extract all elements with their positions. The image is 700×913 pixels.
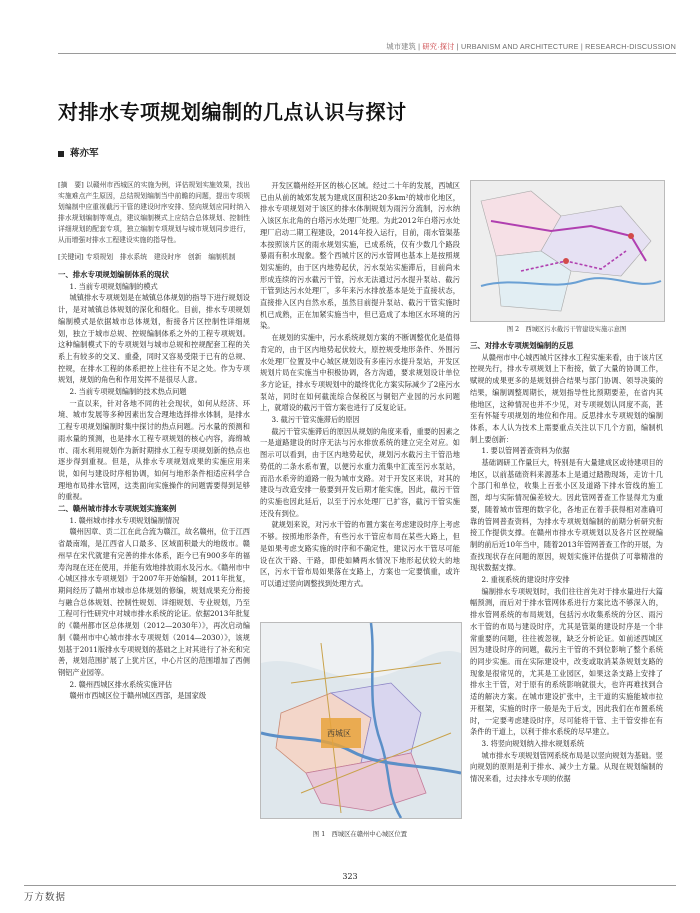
subsection-heading: 2. 赣州西城区排水系统实施评估	[69, 679, 173, 689]
column-3	[470, 340, 663, 785]
section-heading: 三、对排水专项规划编制的反思	[470, 341, 574, 350]
author-name: 蒋亦军	[70, 148, 99, 159]
subsection-heading: 1. 要以管网普查资料为依据	[481, 446, 570, 456]
body-paragraph: 赣州因章、贡二江在此合流为赣江，故名赣州，位于江西省最南端，是江西省人口最多、区域面积最大的地级市。赣州早在宋代就建有完善的排水体系，距今已有900多年的福寿沟现在还在使用，并能有效地排放雨水及污水。《赣州市中心城区排水专项规划》于2007年开始编制，2011年批复，期间经历了赣州市城市总体规划的修编，规划成果充分衔接与融合总体规划、控制性规划、详细规划、专业规划，乃至工程可行性研究中对城市排水系统的论证。依据2013年批复的《赣州都市区总体规划（2012—2030年）》，再次启动编制《赣州市中心城市排水专项规划（2014—2030）》，该规划基于2011版排水专项规划的基础之上对其进行了补充和完善，规划范围扩展了上犹片区，中心片区的范围增加了西侧钢铝产业园等。	[58, 527, 250, 677]
figure-1-map	[260, 622, 462, 819]
body-paragraph: 开发区赣州经开区的核心区域。经过二十年的发展，西城区已由从前的城郊发展为建成区面积达20多km²的城市化地区，排水专项规划对于该区的排水体制规划为雨污分流制，污水纳入该区东北角的白塔污水处理厂处理。为此2012年白塔污水处理厂启动二期工程建设，2014年投入运行，目前，雨水管渠基本按照该片区的雨水规划实施，已成系统，仅有少数几个路段暴雨有积水现象。整个西城片区的污水管网也基本上是按照规划实施的，由于区内地势起伏，污水泵站实施滞后，目前尚未形成连续的污水截污干管，污水无法通过污水提升泵站、截污干管到达污水处理厂，多年来污水排放基本是处于直接状态，直接排入区内自然水系，虽然目前提升泵站、截污干管实施时机已成熟，正在加紧实施当中，但已造成了本地区水环境的污染。	[260, 181, 460, 331]
abstract-text: 以赣州市西城区的实施为例，详估规划实施效果，找出实施难点产生原因，总结规划编制当中前瞻的问题，提出专项规划编制中应重视截污干管的建设时序安排、竖向规划应同时纳入排水规划编制等观点，建议编制模式上应结合总体规划、控制性详细规划的配套专项，独立编制专项规划与城市规划同步进行，从而增强对排水工程建设实施的指导性。	[58, 181, 250, 244]
subsection-heading: 1. 赣州城市排水专项规划编制情况	[69, 515, 180, 525]
subsection-heading: 2. 重视系统的建设时序安排	[481, 575, 570, 585]
footer-brand: 万方数据	[24, 892, 67, 903]
figure-1-label: 西城区	[327, 729, 351, 738]
body-paragraph: 在规划的实施中，污水系统规划方案的不断调整优化是值得肯定的，由于区内地势起伏较大，原控规受地形条件、外围污水处理厂位置及中心城区规划设有多座污水提升泵站，开发区规划片局在实施当中积极协调，各方沟通，要求规划设计单位多方论证，排水专项规划中的最终优化方案实际减少了2座污水泵站，同时在如何截流综合保税区与铜铝产业园的污水问题上，就增设的截污干管方案也进行了反复论证。	[260, 333, 460, 413]
column-2	[260, 180, 460, 590]
section-heading: 二、赣州城市排水专项规划实施案例	[58, 504, 177, 514]
article-title: 对排水专项规划编制的几点认识与探讨	[58, 100, 407, 124]
body-paragraph: 城镇排水专项规划是在城镇总体规划的指导下进行规划设计，是对城镇总体规划的深化和细化。目前，排水专项规划编制模式是依据城市总体规划，衔接各片区控制性详细规划，独立于城市总规、控规编制体系之外的工程专项规划。这种编制模式下的专项规划与城市总规和控规配套工程的关系上有较多的交叉、重叠，同时又容易受限于已有的总规、控规，在排水工程的体系把控上往往有不足之处。作为专项规划，规划的角色和作用发挥不是很尽人意。	[58, 293, 250, 385]
running-header: 城市建筑 | 研究·探讨 | URBANISM AND ARCHITECTURE | RESEARCH-DISCUSSION	[386, 42, 676, 51]
body-paragraph: 城市排水专项规划管网系统布局是以竖向规划为基础。竖向规划的原则是利于排水、减少土方量。从现在规划编制的情况来看，过去排水专项的依据	[470, 750, 663, 784]
author-line	[58, 145, 99, 159]
column-2-body	[260, 180, 460, 590]
footer-rule	[24, 885, 676, 886]
subsection-heading: 3. 将竖向规划纳入排水规划系统	[481, 738, 585, 748]
keywords-text: 专项规划 排水系统 建设时序 创新 编制机制	[85, 253, 236, 261]
keywords-label: [关键词]	[58, 253, 84, 261]
column-1	[58, 180, 250, 702]
body-paragraph: 一直以来，针对各地不同的社会现状，如何从经济、环境、城市发展等多种因素出发合理地选择排水体制，是排水工程专项规划编制时集中探讨的热点问题。污水量的预测和雨水量的预测，也是排水工程专项规划的核心内容，海绵城市、雨水利用规划作为新时期排水工程专项规划新的热点也逐步得到重视。但是，从排水专项规划成果的实施应用来说，如何与建设时序相协调，如何与地形条件相适应科学合理地布局排水管网，这类面向实施操作的问题需要得到足够的重视。	[58, 398, 250, 502]
figure-2-map-svg	[471, 181, 664, 321]
page-number: 323	[342, 872, 358, 881]
header-rule	[58, 53, 676, 54]
body-paragraph: 基础调研工作量巨大，特别是有大量建成区或待建项目的地区，以前基础资料来源基本上是通过踏勘现场，走访十几个部门和单位，收集上百张小区及道路下排水管线的施工图，却与实际情况偏差较大。因此管网普查工作显得尤为重要，随着城市管理的数字化，各地正在着手获得相对准确可靠的管网普查资料，为排水专项规划编制的前期分析研究衔接工作提供支撑。在赣州市排水专项规划以及各片区控规编制的前后近10年当中，随着2013年管网普查工作的开展，为查找现状存在问题的原因，规划实施评估提供了可靠精准的现状数据支撑。	[470, 458, 663, 573]
figure-2-map	[470, 180, 665, 322]
column-3-body	[470, 340, 663, 785]
subsection-heading: 1. 当前专项规划编制的模式	[69, 281, 158, 291]
body-paragraph: 从赣州市中心城西城片区排水工程实施来看，由于该片区控规先行，排水专项规划上下衔接，做了大量的协调工作，赋规的成果更多的是规划拼合结果与部门协调、领导决策的结果，编制调整周期长，规划指导性比预期要差，在省内其他地区，这种情况也并不少见，对专项规划认同度不高，甚至有怀疑专项规划的地位和作用。反思排水专项规划的编制体系，本人认为技术上需要重点关注以下几个方面，编制机制上要创新：	[470, 352, 663, 444]
figure-1-map-svg	[261, 623, 461, 818]
header-section-sub: 研究·探讨	[422, 42, 455, 51]
header-section: 城市建筑	[386, 42, 416, 51]
figure-1-caption: 图 1 西城区在赣州中心城区位置	[312, 831, 408, 838]
abstract-block	[58, 180, 250, 263]
square-bullet-icon	[58, 151, 64, 157]
header-column: RESEARCH-DISCUSSION	[585, 42, 676, 51]
body-paragraph: 截污干管实施滞后的原因从规划的角度来看，重要的因素之一是道路建设的时序无法与污水排放系统的建立完全对应。如图示可以看到，由于区内地势起伏，规划污水截污主干管沿地势低的二条水系布置，以便污水重力流集中汇流至污水泵站，而沿水系旁的道路一般为城市支路。对于开发区来说，对其的建设与改造安排一般要到开发后期才能实施，因此，截污干管的实施也因此延后，以至于污水处理厂已扩容，截污干管实施还没有到位。	[260, 426, 460, 518]
body-paragraph: 赣州市西城区位于赣州城区西部，是国家级	[69, 691, 207, 701]
column-1-body	[58, 269, 250, 702]
figure-2-caption: 图 2 西城区污水截污干管建设实施示意图	[506, 326, 627, 333]
abstract-label: [摘 要]	[58, 181, 84, 189]
body-paragraph: 就规划来说，对污水干管的布置方案在考虑建设时序上考虑不够。按照地形条件，有些污水干管应布局在某些大路上，但是如果考虑支路实施的时序和不确定性，建议污水干管尽可能设在次干路、干路，即使如鳞两水情况下地形起伏较大的地区，污水干管布局如果落在支路上，方案也一定要慎重，或许可以通过竖向调整找到处理方式。	[260, 520, 460, 588]
subsection-heading: 2. 当前专项规划编制的技术热点问题	[69, 387, 187, 397]
header-journal: URBANISM AND ARCHITECTURE	[461, 42, 579, 51]
section-heading: 一、排水专项规划编制体系的现状	[58, 270, 169, 279]
body-paragraph: 编制排水专项规划时，我们往往首先对于排水量进行大篇幅预测，而后对于排水管网体系进行方案比选不够深入的，排水管网系统的布局规划，包括污水收集系统的分区、雨污水干管的布局与建设时序，尤其是管渠的建设时序是一个非常重要的问题，往往被忽视，缺乏分析论证。如前述西城区因为建设时序的问题，截污主干管的不到位影响了整个系统的同步实施。而在实际建设中，改变或取消某条规划支路的现象是很常见的，尤其是工业园区，如果这条支路上安排了排水主干管，对于原有的系统影响就很大，也许再难找到合适的解决方案。在城市建设扩张中，主干道的实施能城市拉开框架，实施的时序一般是先于后支，因此我们在布置系统时，一定要考虑建设时序，尽可能将干管、主干管安排在有条件的干道上，以利于排水系统的尽早建立。	[470, 586, 663, 737]
subsection-heading: 3. 截污干管实施滞后的原因	[271, 415, 360, 425]
